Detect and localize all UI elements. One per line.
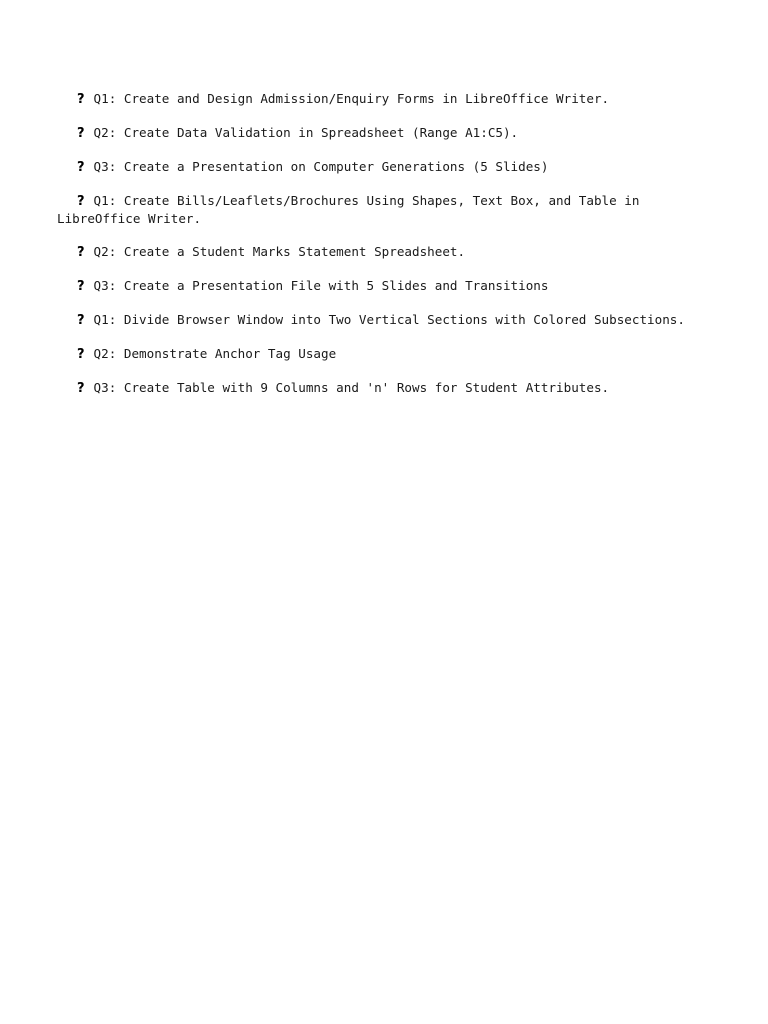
- question-text: Q2: Demonstrate Anchor Tag Usage: [93, 346, 337, 362]
- question-item: [57, 91, 717, 109]
- question-item: [57, 278, 717, 296]
- question-item: [57, 312, 717, 330]
- question-marker-icon: ?: [77, 126, 85, 142]
- question-marker-icon: ?: [77, 92, 85, 107]
- question-marker-icon: ?: [77, 194, 85, 210]
- question-text: Q1: Divide Browser Window into Two Vertical Sections with Colored Subsections.: [93, 312, 685, 328]
- question-item: [57, 346, 717, 364]
- question-item: [57, 125, 717, 143]
- question-item: [57, 159, 717, 177]
- question-marker-icon: ?: [77, 347, 85, 363]
- question-text: Q2: Create Data Validation in Spreadsheet (Range A1:C5).: [93, 125, 519, 141]
- question-marker-icon: ?: [77, 381, 85, 397]
- question-marker-icon: ?: [77, 278, 85, 294]
- question-marker-icon: ?: [77, 244, 85, 260]
- question-text: Q2: Create a Student Marks Statement Spreadsheet.: [93, 243, 466, 259]
- question-text: Q3: Create Table with 9 Columns and 'n' Rows for Student Attributes.: [93, 380, 610, 396]
- question-text: Q1: Create Bills/Leaflets/Brochures Using Shapes, Text Box, and Table in LibreOffice Writer.: [57, 193, 640, 226]
- question-text: Q3: Create a Presentation File with 5 Slides and Transitions: [93, 277, 549, 293]
- question-item: [57, 193, 717, 227]
- question-text: Q1: Create and Design Admission/Enquiry Forms in LibreOffice Writer.: [93, 91, 610, 106]
- question-marker-icon: ?: [77, 160, 85, 176]
- question-marker-icon: ?: [77, 313, 85, 329]
- question-item: [57, 380, 717, 398]
- question-text: Q3: Create a Presentation on Computer Generations (5 Slides): [93, 159, 549, 175]
- question-list: [57, 91, 717, 414]
- question-item: [57, 244, 717, 262]
